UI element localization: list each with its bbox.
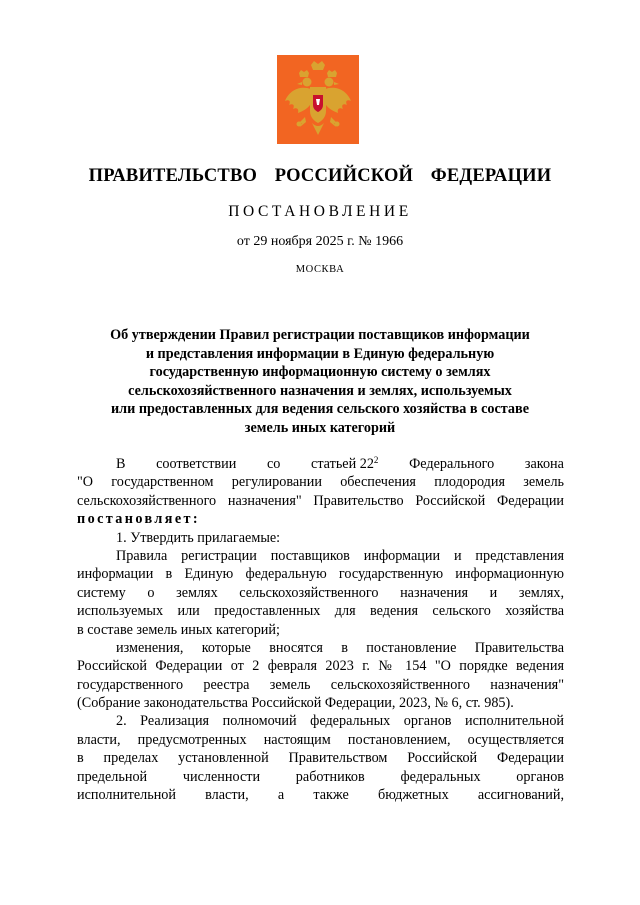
preamble-line (77, 455, 564, 473)
rules-line: в составе земель иных категорий; (77, 621, 280, 638)
item-2-line: предельной численности работников федеральных органов (77, 768, 564, 785)
changes-line: (Собрание законодательства Российской Федерации, 2023, № 6, ст. 985). (77, 695, 514, 712)
resolves-word: постановляет: (77, 511, 201, 528)
rules-line: используемых или предоставленных для ведения сельского хозяйства (77, 603, 564, 620)
rules-line: информации в Единую федеральную государственную информационную (77, 566, 564, 583)
changes-line: изменения, которые вносятся в постановление Правительства (116, 639, 564, 656)
preamble-word: В (116, 456, 126, 472)
preamble-word: со (266, 456, 281, 472)
coat-of-arms-emblem (277, 55, 359, 144)
decree-heading: ПОСТАНОВЛЕНИЕ (228, 203, 412, 220)
item-2-line: исполнительной власти, а также бюджетных ассигнований, (77, 787, 564, 804)
preamble-article (311, 455, 378, 473)
decree-body (77, 455, 564, 804)
title-line: и представления информации в Единую федеральную (145, 345, 495, 362)
title-line: или предоставленных для ведения сельского хозяйства в составе (110, 401, 529, 418)
item-1-heading: 1. Утвердить прилагаемые: (116, 529, 281, 546)
changes-line: Российской Федерации от 2 февраля 2023 г. № 154 "О порядке ведения (77, 658, 564, 675)
article-superscript: 2 (373, 455, 379, 465)
preamble-line: "О государственном регулировании обеспечения плодородия земель (77, 474, 564, 491)
title-line: государственную информационную систему о землях (149, 364, 491, 381)
rules-line: Правила регистрации поставщиков информации и представления (116, 547, 564, 564)
city-name: МОСКВА (295, 264, 345, 275)
title-line: сельскохозяйственного назначения и землях, используемых (128, 382, 512, 399)
item-2-line: 2. Реализация полномочий федеральных органов исполнительной (116, 713, 564, 730)
preamble-word: закона (524, 456, 564, 472)
decree-date-number: от 29 ноября 2025 г. № 1966 (236, 234, 404, 249)
item-2-line: власти, предусмотренных настоящим постановлением, осуществляется (77, 731, 564, 748)
preamble-word: Федерального (409, 456, 495, 472)
article-number: статьей 22 (311, 456, 374, 472)
title-line: Об утверждении Правил регистрации поставщиков информации (110, 327, 530, 343)
government-heading: ПРАВИТЕЛЬСТВО РОССИЙСКОЙ ФЕДЕРАЦИИ (88, 166, 552, 186)
changes-line: государственного реестра земель сельскохозяйственного назначения" (77, 676, 564, 693)
title-line: земель иных категорий (244, 419, 396, 436)
preamble-line: сельскохозяйственного назначения" Правительство Российской Федерации (77, 492, 564, 509)
preamble-word: соответствии (156, 456, 237, 472)
decree-title (80, 326, 560, 438)
item-2-line: в пределах установленной Правительством Российской Федерации (77, 750, 564, 767)
double-headed-eagle-icon (277, 55, 359, 144)
rules-line: систему о землях сельскохозяйственного назначения и землях, (77, 584, 564, 601)
